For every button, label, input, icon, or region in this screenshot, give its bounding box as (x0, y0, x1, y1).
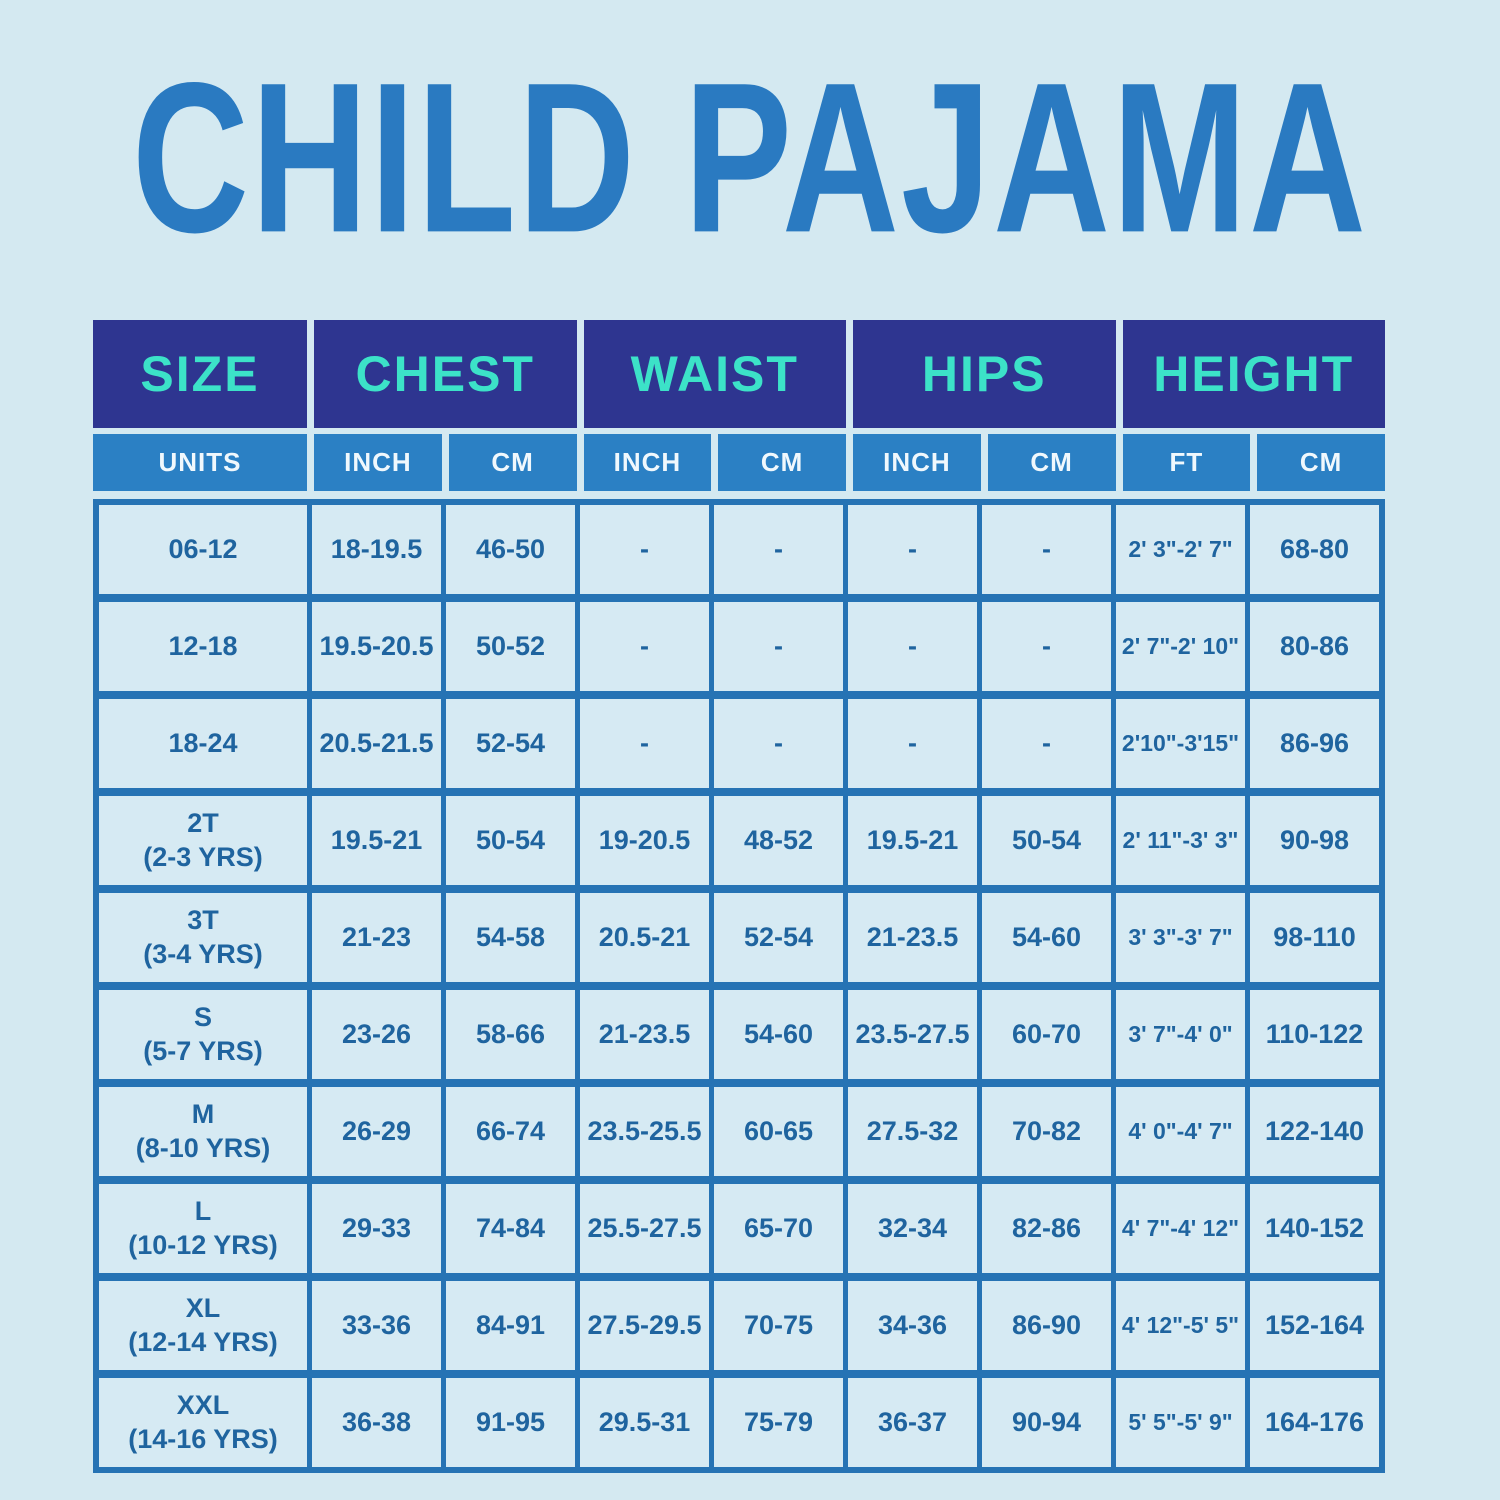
table-cell: 2'10"-3'15" (1116, 699, 1245, 788)
table-cell: - (714, 505, 843, 594)
size-label: S (193, 1001, 212, 1032)
size-cell (99, 505, 307, 594)
unit-label: CM (988, 434, 1116, 491)
table-cell: 54-60 (982, 893, 1111, 982)
table-cell: 91-95 (446, 1378, 575, 1467)
table-cell: 60-65 (714, 1087, 843, 1176)
table-cell: - (848, 699, 977, 788)
table-cell: 3' 3"-3' 7" (1116, 893, 1245, 982)
table-cell: 66-74 (446, 1087, 575, 1176)
table-cell: 70-82 (982, 1087, 1111, 1176)
age-label: (12-14 YRS) (128, 1326, 278, 1357)
table-cell: 33-36 (312, 1281, 441, 1370)
table-cell: 23-26 (312, 990, 441, 1079)
table-cell: 23.5-27.5 (848, 990, 977, 1079)
table-cell: 80-86 (1250, 602, 1379, 691)
age-label: (10-12 YRS) (128, 1229, 278, 1260)
age-label: (8-10 YRS) (135, 1132, 271, 1163)
table-cell: 23.5-25.5 (580, 1087, 709, 1176)
table-cell: 25.5-27.5 (580, 1184, 709, 1273)
header-waist: WAIST (584, 320, 847, 428)
table-cell: 74-84 (446, 1184, 575, 1273)
size-cell (99, 602, 307, 691)
table-cell: 58-66 (446, 990, 575, 1079)
table-cell: 140-152 (1250, 1184, 1379, 1273)
size-label: 06-12 (168, 533, 238, 564)
unit-label: INCH (314, 434, 442, 491)
unit-label: CM (449, 434, 577, 491)
size-cell (99, 1087, 307, 1176)
table-cell: 90-98 (1250, 796, 1379, 885)
table-cell: 50-54 (982, 796, 1111, 885)
unit-label: FT (1123, 434, 1251, 491)
header-hips: HIPS (853, 320, 1116, 428)
table-cell: 60-70 (982, 990, 1111, 1079)
size-cell (99, 796, 307, 885)
age-label: (2-3 YRS) (143, 841, 263, 872)
size-cell (99, 1378, 307, 1467)
table-cell: 29.5-31 (580, 1378, 709, 1467)
header-size: SIZE (93, 320, 307, 428)
table-cell: 98-110 (1250, 893, 1379, 982)
table-cell: 20.5-21 (580, 893, 709, 982)
unit-label: INCH (853, 434, 981, 491)
table-cell: 2' 7"-2' 10" (1116, 602, 1245, 691)
table-cell: - (580, 699, 709, 788)
table-cell: 54-60 (714, 990, 843, 1079)
table-cell: 50-54 (446, 796, 575, 885)
table-cell: 19-20.5 (580, 796, 709, 885)
table-cell: 21-23.5 (848, 893, 977, 982)
size-label: 18-24 (168, 727, 238, 758)
table-cell: 19.5-21 (312, 796, 441, 885)
table-cell: 21-23 (312, 893, 441, 982)
unit-label: UNITS (93, 434, 307, 491)
size-label: 3T (187, 904, 219, 935)
size-cell (99, 1281, 307, 1370)
size-label: 12-18 (168, 630, 238, 661)
table-cell: 46-50 (446, 505, 575, 594)
table-cell: 36-37 (848, 1378, 977, 1467)
table-cell: 34-36 (848, 1281, 977, 1370)
size-cell (99, 990, 307, 1079)
table-cell: 18-19.5 (312, 505, 441, 594)
table-cell: 27.5-29.5 (580, 1281, 709, 1370)
table-cell: 110-122 (1250, 990, 1379, 1079)
size-chart (93, 320, 1385, 1473)
size-label: 2T (187, 807, 219, 838)
table-cell: - (848, 505, 977, 594)
table-cell: 21-23.5 (580, 990, 709, 1079)
page-title: CHILD PAJAMA (132, 38, 1368, 278)
table-cell: - (714, 699, 843, 788)
table-cell: 152-164 (1250, 1281, 1379, 1370)
table-cell: 27.5-32 (848, 1087, 977, 1176)
table-cell: 48-52 (714, 796, 843, 885)
size-cell (99, 699, 307, 788)
data-grid (93, 499, 1385, 1473)
table-cell: 50-52 (446, 602, 575, 691)
table-cell: 164-176 (1250, 1378, 1379, 1467)
table-cell: 4' 0"-4' 7" (1116, 1087, 1245, 1176)
table-cell: 86-90 (982, 1281, 1111, 1370)
size-label: XL (185, 1292, 221, 1323)
table-cell: - (982, 699, 1111, 788)
table-cell: 68-80 (1250, 505, 1379, 594)
table-cell: 70-75 (714, 1281, 843, 1370)
table-cell: 19.5-21 (848, 796, 977, 885)
table-cell: 2' 3"-2' 7" (1116, 505, 1245, 594)
header-row (93, 320, 1385, 428)
table-cell: - (580, 505, 709, 594)
table-cell: - (982, 602, 1111, 691)
table-cell: 82-86 (982, 1184, 1111, 1273)
table-cell: 3' 7"-4' 0" (1116, 990, 1245, 1079)
table-cell: 84-91 (446, 1281, 575, 1370)
table-cell: - (848, 602, 977, 691)
table-cell: 4' 12"-5' 5" (1116, 1281, 1245, 1370)
age-label: (3-4 YRS) (143, 938, 263, 969)
size-cell (99, 893, 307, 982)
age-label: (14-16 YRS) (128, 1423, 278, 1454)
header-chest: CHEST (314, 320, 577, 428)
header-height: HEIGHT (1123, 320, 1386, 428)
table-cell: 75-79 (714, 1378, 843, 1467)
table-cell: 20.5-21.5 (312, 699, 441, 788)
table-cell: 19.5-20.5 (312, 602, 441, 691)
table-cell: 90-94 (982, 1378, 1111, 1467)
table-cell: - (982, 505, 1111, 594)
table-cell: 86-96 (1250, 699, 1379, 788)
table-cell: 2' 11"-3' 3" (1116, 796, 1245, 885)
table-cell: 5' 5"-5' 9" (1116, 1378, 1245, 1467)
table-cell: 65-70 (714, 1184, 843, 1273)
table-cell: - (580, 602, 709, 691)
table-cell: 52-54 (446, 699, 575, 788)
age-label: (5-7 YRS) (143, 1035, 263, 1066)
table-cell: 54-58 (446, 893, 575, 982)
table-cell: 32-34 (848, 1184, 977, 1273)
size-label: L (194, 1195, 212, 1226)
size-label: M (191, 1098, 215, 1129)
table-cell: 122-140 (1250, 1087, 1379, 1176)
unit-label: CM (718, 434, 846, 491)
table-cell: 36-38 (312, 1378, 441, 1467)
units-row (93, 434, 1385, 491)
unit-label: INCH (584, 434, 712, 491)
unit-label: CM (1257, 434, 1385, 491)
size-label: XXL (176, 1389, 230, 1420)
table-cell: 26-29 (312, 1087, 441, 1176)
size-cell (99, 1184, 307, 1273)
table-cell: 4' 7"-4' 12" (1116, 1184, 1245, 1273)
table-cell: - (714, 602, 843, 691)
table-cell: 29-33 (312, 1184, 441, 1273)
table-cell: 52-54 (714, 893, 843, 982)
